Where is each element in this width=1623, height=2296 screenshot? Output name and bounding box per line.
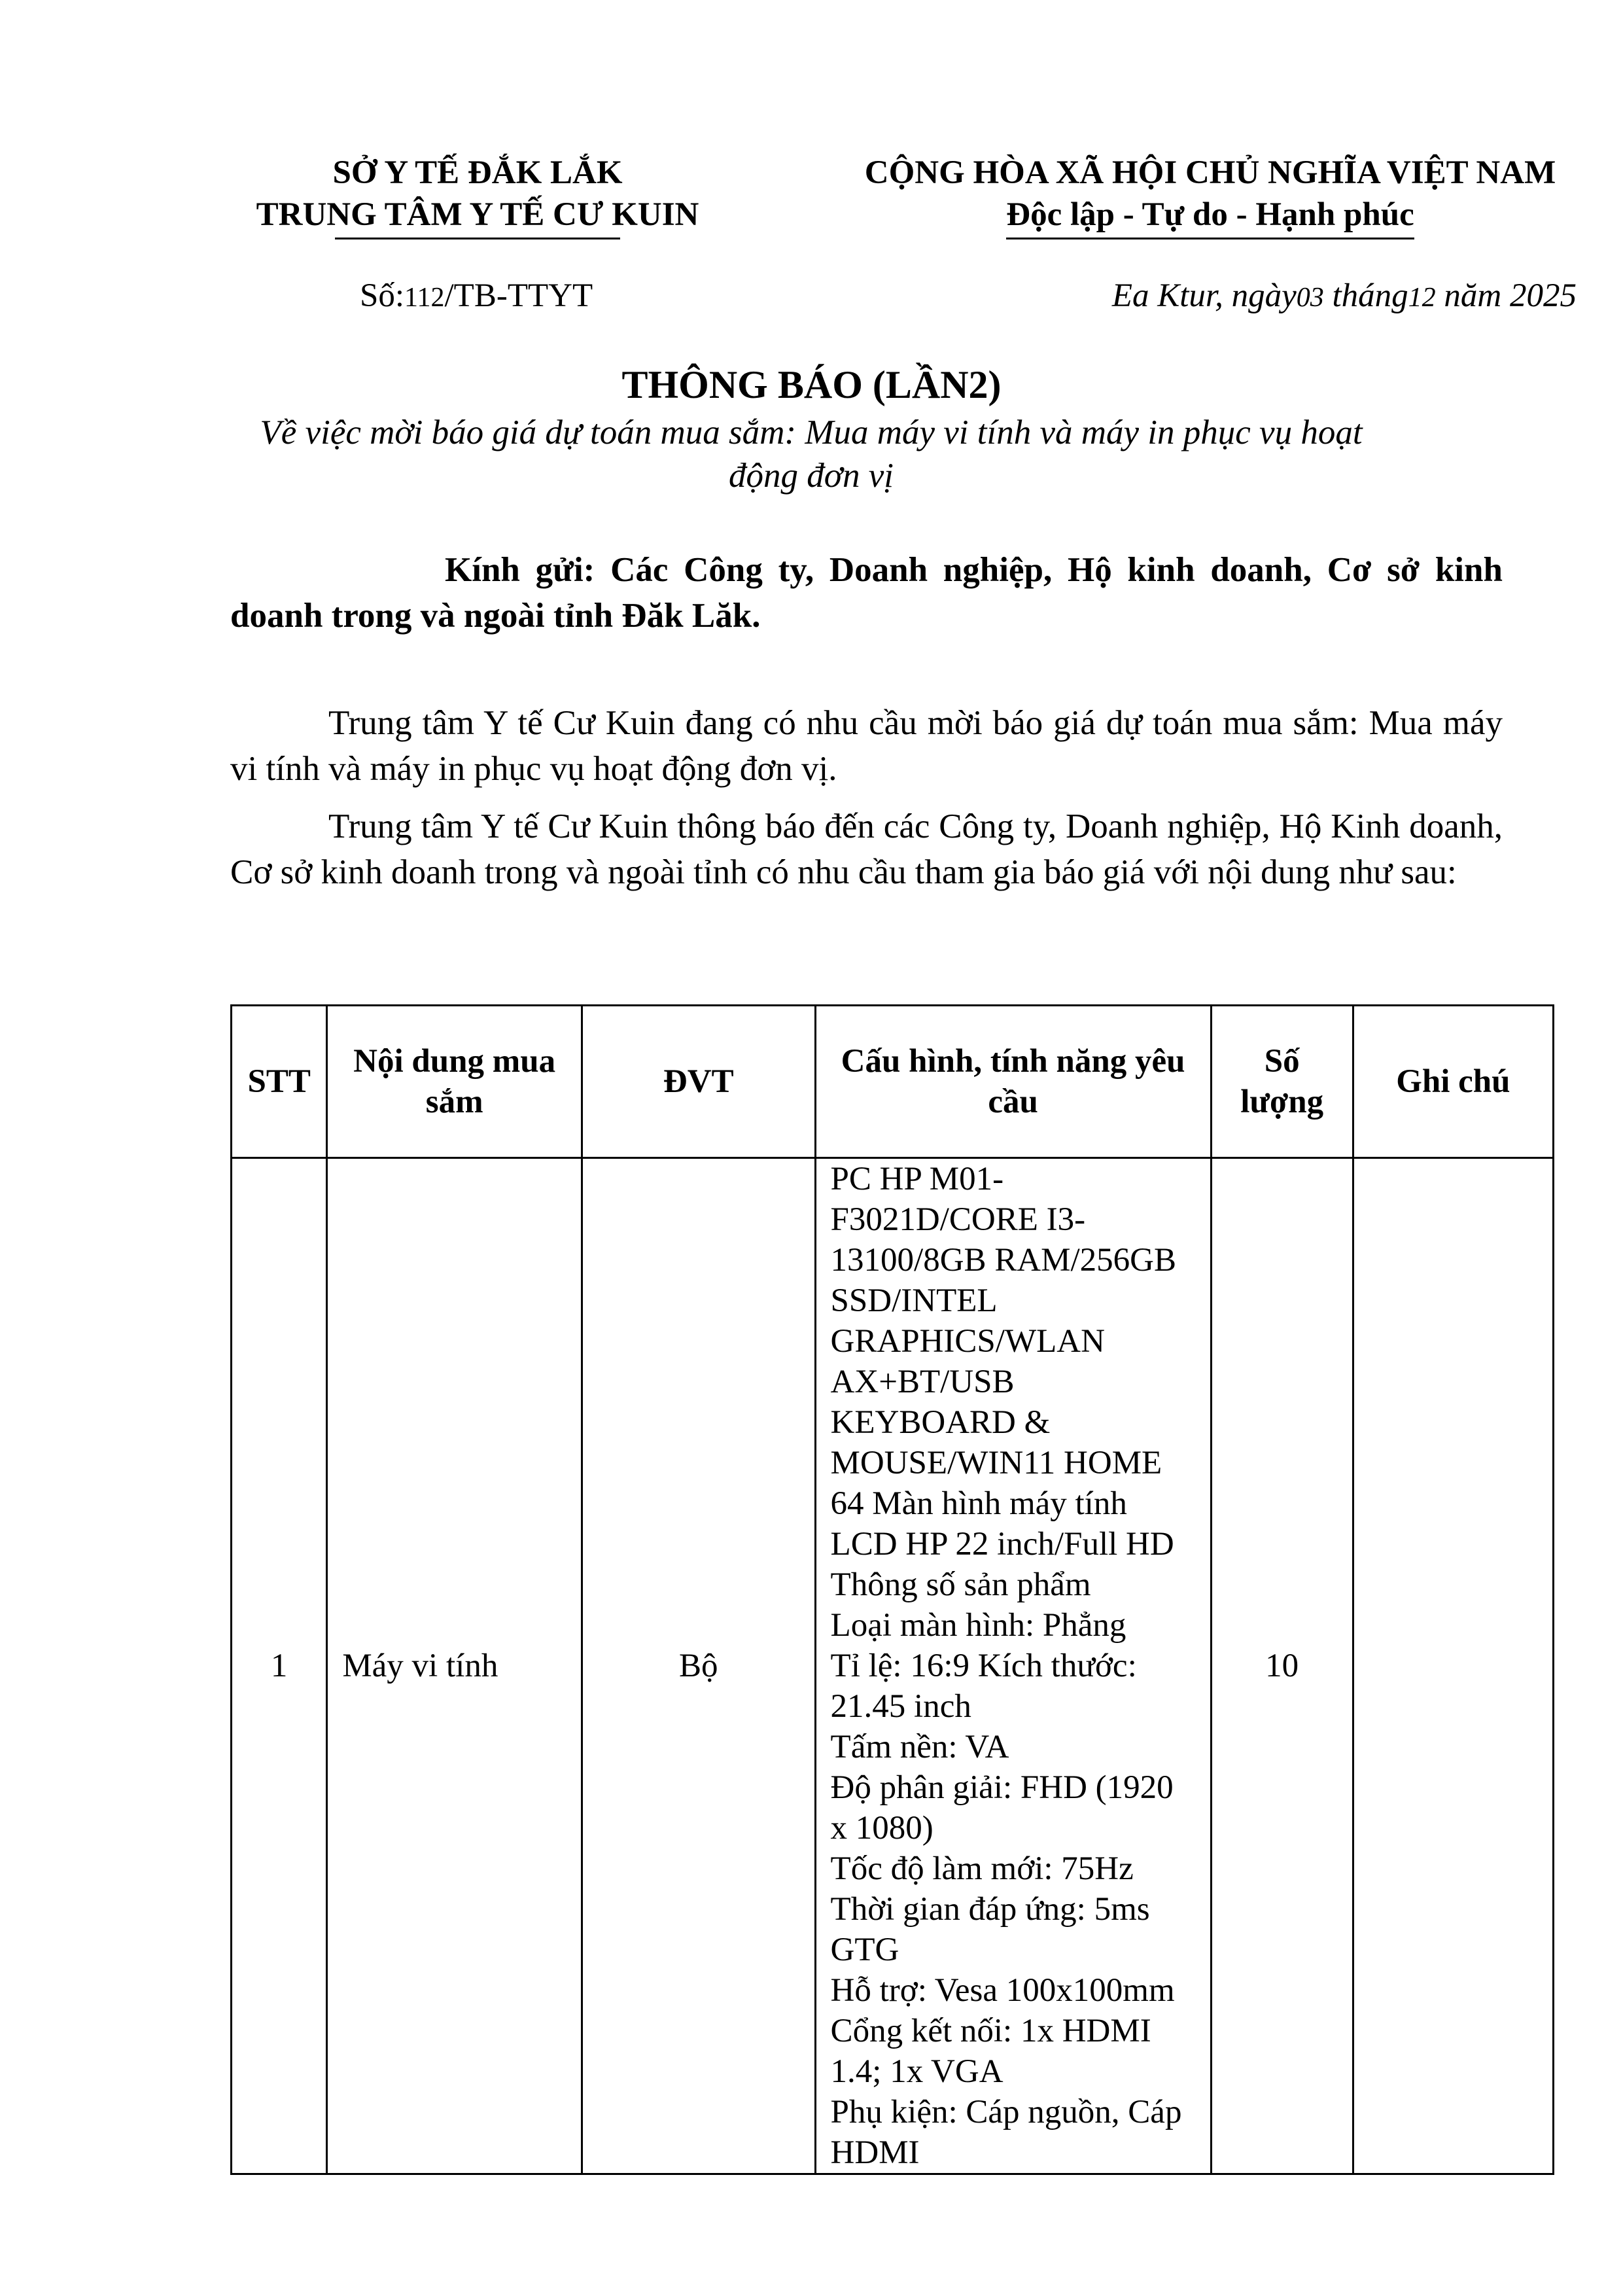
header-unit: ĐVT [582,1006,815,1158]
date-month: 12 [1408,283,1436,313]
header-stt: STT [232,1006,327,1158]
cell-item: Máy vi tính [327,1158,582,2174]
spec-line: 1.4; 1x VGA [830,2053,1003,2090]
table-header-row [232,1006,1554,1158]
spec-line: HDMI [830,2134,920,2171]
spec-line: 64 Màn hình máy tính [830,1485,1127,1522]
spec-line: Hỗ trợ: Vesa 100x100mm [830,1972,1175,2009]
body-paragraph-2: Trung tâm Y tế Cư Kuin thông báo đến các Công ty, Doanh nghiệp, Hộ Kinh doanh, Cơ sở kinh doanh trong và ngoài tỉnh có nhu cầu tham gia báo giá với nội dung như sau: [230,807,1503,891]
motto-underline [1006,238,1414,239]
spec-line: PC HP M01- [830,1161,1004,1197]
org-name: TRUNG TÂM Y TẾ CƯ KUIN [256,194,699,236]
header-item: Nội dung mua sắm [327,1006,582,1158]
org-name-underline [335,238,621,239]
spec-line: 21.45 inch [830,1688,971,1725]
document-number: Số:112/TB-TTYT [360,277,593,314]
spec-line: KEYBOARD & [830,1404,1051,1441]
cell-qty: 10 [1211,1158,1353,2174]
spec-line: GRAPHICS/WLAN [830,1323,1105,1360]
spec-line: SSD/INTEL [830,1282,998,1319]
table-row [232,1158,1554,2174]
date-day: 03 [1296,283,1324,313]
cell-stt: 1 [232,1158,327,2174]
spec-line: AX+BT/USB [830,1364,1015,1400]
document-title: THÔNG BÁO (LẦN2) [621,363,1002,406]
issuing-organization [216,152,739,236]
national-motto [844,152,1577,236]
spec-line: Cổng kết nối: 1x HDMI [830,2013,1151,2049]
header-qty: Số lượng [1211,1006,1353,1158]
spec-line: 13100/8GB RAM/256GB [830,1242,1177,1279]
document-subtitle: Về việc mời báo giá dự toán mua sắm: Mua máy vi tính và máy in phục vụ hoạt động đơn vị [260,414,1363,495]
spec-line: Thông số sản phẩm [830,1566,1091,1603]
header-spec: Cấu hình, tính năng yêu cầu [815,1006,1211,1158]
header-note: Ghi chú [1353,1006,1553,1158]
recipient-line: Kính gửi: Các Công ty, Doanh nghiệp, Hộ kinh doanh, Cơ sở kinh doanh trong và ngoài tỉnh Đăk Lăk. [230,551,1503,635]
spec-line: Phụ kiện: Cáp nguồn, Cáp [830,2094,1182,2130]
document-number-value: 112 [404,283,445,313]
spec-line: Loại màn hình: Phẳng [830,1607,1126,1644]
spec-line: GTG [830,1932,899,1968]
spec-line: Tỉ lệ: 16:9 Kích thước: [830,1648,1137,1684]
cell-note [1353,1158,1553,2174]
country-name: CỘNG HÒA XÃ HỘI CHỦ NGHĨA VIỆT NAM [864,154,1556,191]
spec-line: F3021D/CORE I3- [830,1201,1086,1238]
body-paragraph-1: Trung tâm Y tế Cư Kuin đang có nhu cầu mời báo giá dự toán mua sắm: Mua máy vi tính và máy in phục vụ hoạt động đơn vị. [230,704,1503,788]
document-date: Ea Ktur, ngày03 tháng12 năm 2025 [1111,277,1577,314]
spec-line: LCD HP 22 inch/Full HD [830,1526,1174,1563]
spec-line: x 1080) [830,1810,934,1846]
org-parent: SỞ Y TẾ ĐẮK LẮK [332,154,623,191]
spec-line: MOUSE/WIN11 HOME [830,1445,1162,1481]
spec-line: Tốc độ làm mới: 75Hz [830,1850,1134,1887]
spec-line: Tấm nền: VA [830,1729,1009,1765]
spec-line: Độ phân giải: FHD (1920 [830,1769,1174,1806]
cell-spec [815,1158,1211,2174]
motto: Độc lập - Tự do - Hạnh phúc [1006,194,1414,236]
cell-unit: Bộ [582,1158,815,2174]
spec-line: Thời gian đáp ứng: 5ms [830,1891,1150,1928]
procurement-table [230,1004,1554,2175]
